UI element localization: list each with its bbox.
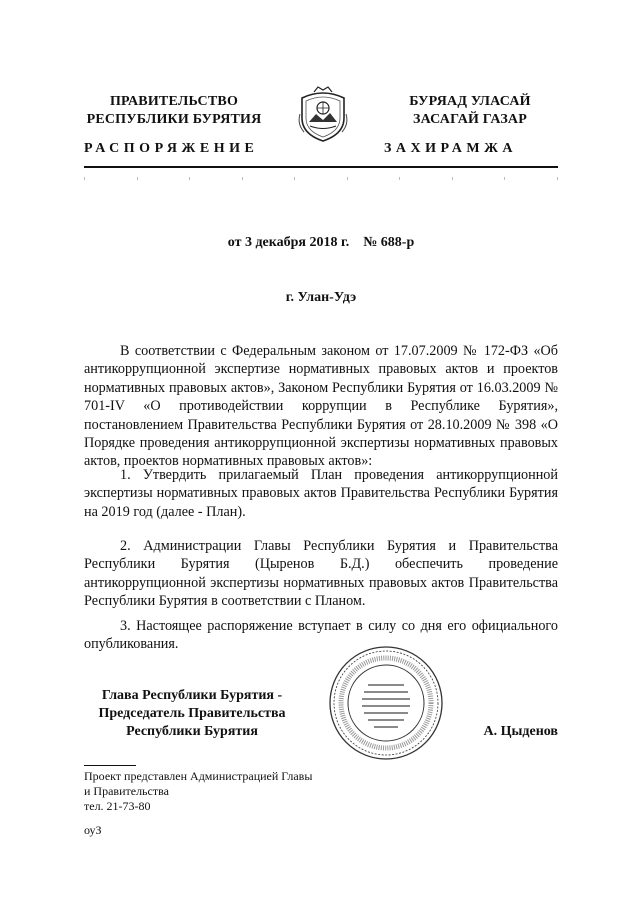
header-right-line1: БУРЯАД УЛАСАЙ [409,94,531,109]
header-left-line1: ПРАВИТЕЛЬСТВО [109,94,239,109]
coat-of-arms-icon [296,84,350,144]
footer-line3: тел. 21-73-80 [84,799,151,813]
signatory-title-line3: Республики Бурятия [126,724,258,739]
doc-type-left: РАСПОРЯЖЕНИЕ [84,141,259,156]
paragraph-2 [84,537,558,611]
header-rule [84,166,558,168]
paragraph-1 [84,466,558,521]
footer-rule [84,765,136,766]
paragraph-2-text: 2. Администрации Главы Республики Бурятия и Правительства Республики Бурятия (Цыренов Б.Д.) обеспечить проведение антикоррупционной экспертизы нормативных правовых актов Правительства Республики Бурятия в соответствии с Планом. [84,538,558,610]
header-left-line2: РЕСПУБЛИКИ БУРЯТИЯ [86,112,262,127]
signatory-title-line2: Председатель Правительства [98,706,286,721]
paragraph-1-text: 1. Утвердить прилагаемый План проведения антикоррупционной экспертизы нормативных правовых актов Правительства Республики Бурятия на 2019 год (далее - План). [84,467,558,520]
paragraph-3 [84,617,558,654]
date-number: от 3 декабря 2018 г. № 688-р [227,235,415,250]
footer-code: оуЗ [84,823,102,837]
official-seal-icon [328,645,444,761]
header-right-line2: ЗАСАГАЙ ГАЗАР [412,112,527,127]
paragraph-preamble-text: В соответствии с Федеральным законом от 17.07.2009 № 172-ФЗ «Об антикоррупционной экспертизе нормативных правовых актов и проектов нормативных правовых актов», Законом Республики Бурятия от 16.03.2009 № 701-IV «О противодействии коррупции в Республике Бурятия», постановлением Правительства Республики Бурятия от 28.10.2009 № 398 «О Порядке проведения антикоррупционной экспертизы нормативных правовых актов, проектов нормативных правовых актов»: [84,343,558,470]
signatory-title [92,687,292,741]
paragraph-preamble [84,342,558,471]
doc-type-right: ЗАХИРАМЖА [384,141,518,156]
signatory-title-line1: Глава Республики Бурятия - [101,688,283,703]
footer-line1: Проект представлен Администрацией Главы [84,769,313,783]
paragraph-3-text: 3. Настоящее распоряжение вступает в силу со дня его официального опубликования. [84,618,558,653]
header-left [84,93,264,129]
footer-note [84,769,384,814]
city: г. Улан-Удэ [285,290,357,305]
signatory-name: А. Цыденов [483,724,558,739]
header-right [384,93,556,129]
footer-line2: и Правительства [84,784,169,798]
dotted-line [84,177,558,181]
